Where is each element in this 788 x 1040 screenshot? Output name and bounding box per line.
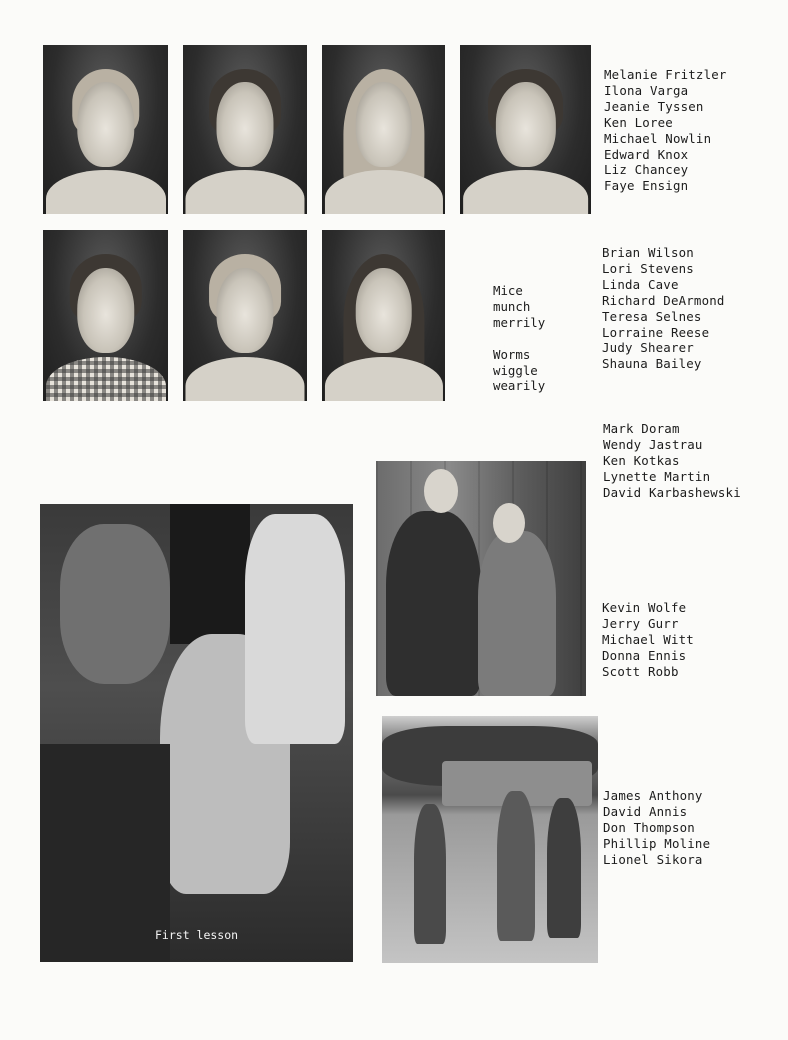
student-name: Linda Cave (602, 276, 679, 292)
student-name: Ken Kotkas (603, 452, 680, 468)
bookshelf (170, 504, 250, 644)
poem-line: Worms (493, 346, 531, 362)
student-name: Phillip Moline (603, 835, 711, 851)
student-portrait (322, 230, 445, 401)
runner-figure (547, 798, 581, 938)
student-name: Donna Ennis (602, 647, 687, 663)
runner-figure (497, 791, 535, 941)
student-portrait (460, 45, 591, 214)
student-name: Mark Doram (603, 421, 680, 436)
student-name: Jerry Gurr (602, 615, 679, 631)
student-name: Lori Stevens (602, 260, 694, 276)
poem-line: wiggle (493, 362, 538, 378)
student-name: Faye Ensign (604, 178, 689, 194)
student-name: Brian Wilson (602, 245, 694, 260)
poem (493, 283, 545, 410)
student-name: Lorraine Reese (602, 324, 710, 340)
poem-line: munch (493, 298, 531, 314)
student-portrait (43, 45, 168, 214)
boy-figure (386, 511, 481, 696)
student-name: Judy Shearer (602, 340, 694, 356)
student-name: David Annis (603, 803, 688, 819)
student-name: David Karbashewski (603, 484, 741, 500)
student-name: Ilona Varga (604, 82, 689, 98)
poem-line: Mice (493, 283, 523, 298)
student-name: Edward Knox (604, 146, 689, 162)
boy-head (424, 469, 458, 513)
field-photo (382, 716, 598, 963)
student-portrait (183, 45, 307, 214)
student-name: Kevin Wolfe (602, 600, 687, 615)
student-name: Jeanie Tyssen (604, 98, 704, 114)
poem-stanza (493, 347, 545, 395)
student-name: Lionel Sikora (603, 851, 703, 867)
student-portrait (43, 230, 168, 401)
poem-line: wearily (493, 378, 546, 394)
student-name: Teresa Selnes (602, 308, 702, 324)
student-name: Michael Nowlin (604, 130, 712, 146)
hallway-photo (376, 461, 586, 696)
standing-figure (245, 514, 345, 744)
classroom-photo (40, 504, 353, 962)
girl-head (493, 503, 525, 543)
desk (40, 744, 170, 962)
student-name: Scott Robb (602, 663, 679, 679)
photo-caption: First lesson (155, 928, 239, 942)
middle-name-list (602, 600, 694, 680)
student-name: Don Thompson (603, 819, 695, 835)
row-1-name-list (604, 67, 727, 194)
student-name: Liz Chancey (604, 162, 689, 178)
poem-line: merrily (493, 314, 546, 330)
student-name: Richard DeArmond (602, 292, 725, 308)
runner-figure (414, 804, 446, 944)
field-name-list (603, 788, 710, 868)
student-figure (60, 524, 170, 684)
poem-stanza (493, 283, 545, 331)
row-2-name-list (602, 245, 725, 372)
hallway-name-list (603, 421, 741, 501)
girl-figure (478, 531, 556, 696)
student-portrait (183, 230, 307, 401)
student-name: Ken Loree (604, 114, 673, 130)
student-name: Melanie Fritzler (604, 67, 727, 82)
student-name: Wendy Jastrau (603, 436, 703, 452)
student-name: Shauna Bailey (602, 356, 702, 372)
student-name: Lynette Martin (603, 468, 711, 484)
student-name: Michael Witt (602, 631, 694, 647)
student-portrait (322, 45, 445, 214)
student-name: James Anthony (603, 788, 703, 803)
